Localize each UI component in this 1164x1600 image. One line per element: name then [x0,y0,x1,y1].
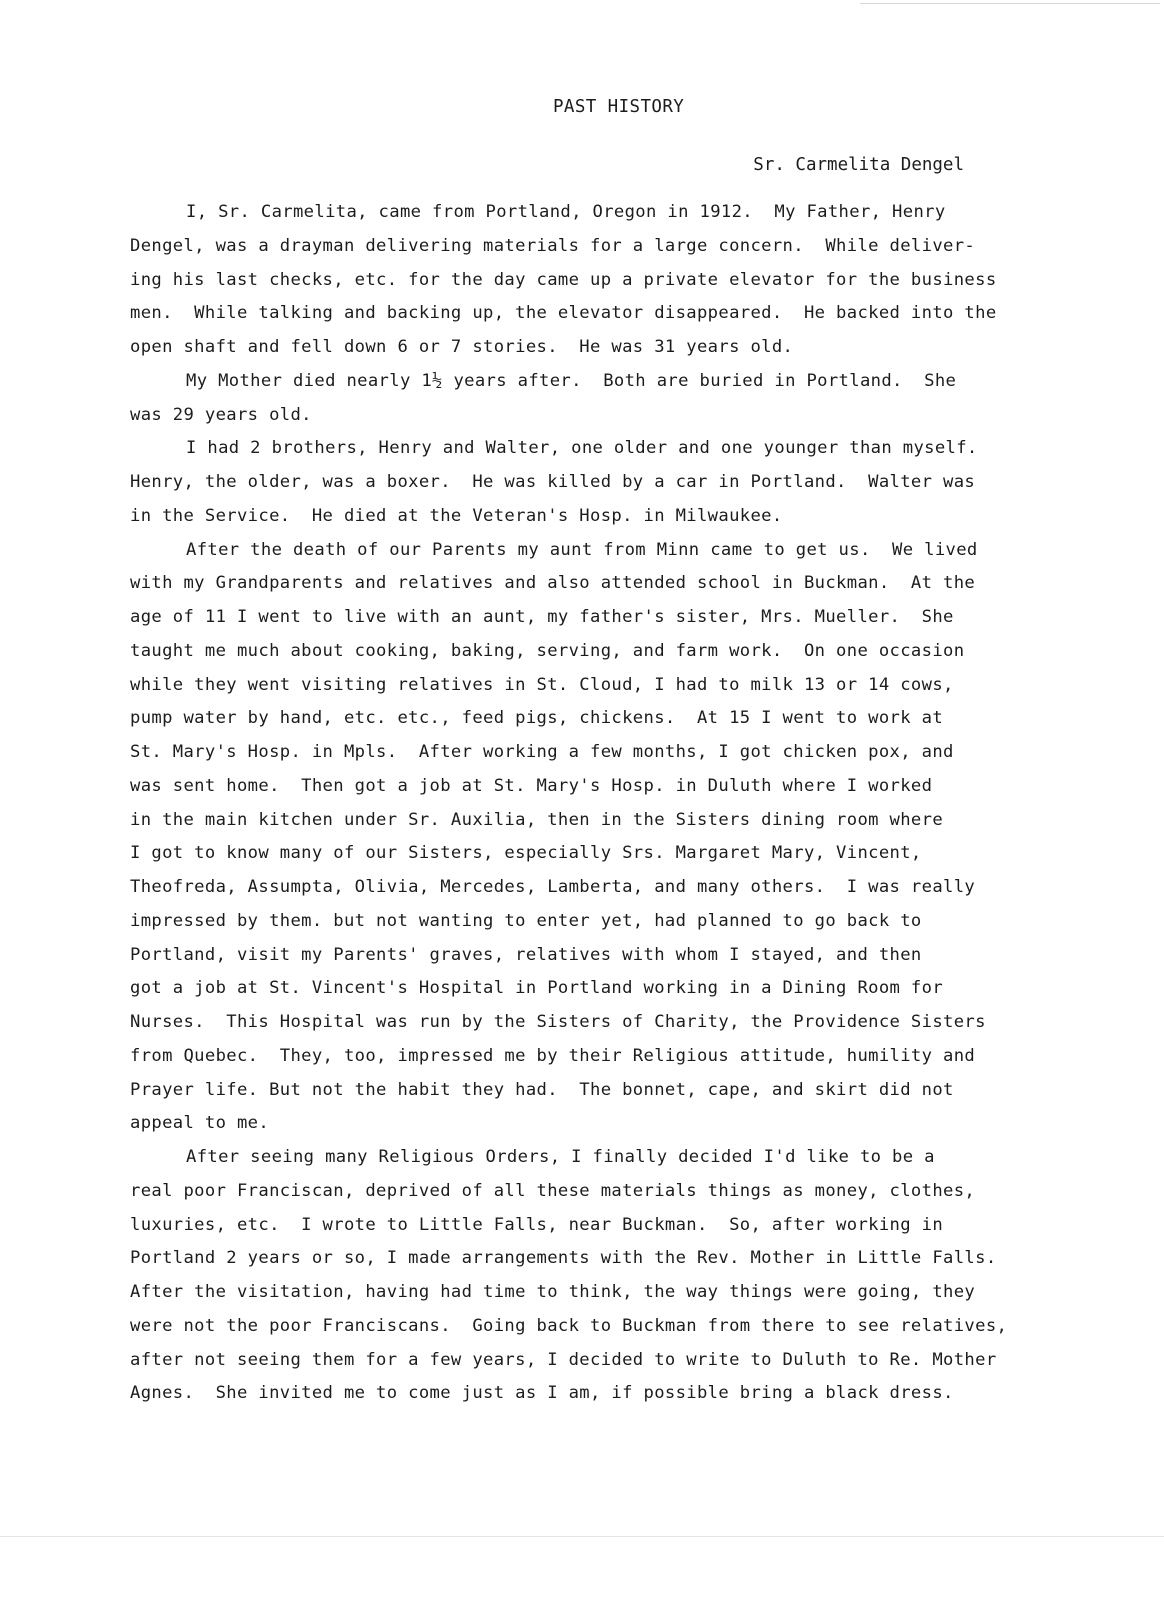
text-line: Agnes. She invited me to come just as I am, if possible bring a black dress. [130,1383,954,1404]
text-line: Nurses. This Hospital was run by the Sisters of Charity, the Providence Sisters [130,1012,986,1032]
text-line: was sent home. Then got a job at St. Mary's Hosp. in Duluth where I worked [130,775,933,796]
text-line: real poor Franciscan, deprived of all these materials things as money, clothes, [130,1180,976,1201]
text-line: open shaft and fell down 6 or 7 stories. He was 31 years old. [130,337,794,357]
text-line: St. Mary's Hosp. in Mpls. After working a few months, I got chicken pox, and [130,742,954,762]
text-line: Dengel, was a drayman delivering materials for a large concern. While deliver- [130,235,976,256]
text-line: My Mother died nearly 1½ years after. Both are buried in Portland. She [186,370,957,391]
body-text [130,196,1070,1411]
text-line: Portland, visit my Parents' graves, relatives with whom I stayed, and then [130,944,922,965]
text-line: ing his last checks, etc. for the day came up a private elevator for the business [130,269,997,290]
text-line: from Quebec. They, too, impressed me by their Religious attitude, humility and [130,1045,976,1066]
text-line: after not seeing them for a few years, I decided to write to Duluth to Re. Mother [130,1349,997,1370]
text-line: I got to know many of our Sisters, especially Srs. Margaret Mary, Vincent, [130,843,922,864]
text-line: Henry, the older, was a boxer. He was killed by a car in Portland. Walter was [130,472,976,492]
text-line: I, Sr. Carmelita, came from Portland, Oregon in 1912. My Father, Henry [186,202,946,222]
text-line: I had 2 brothers, Henry and Walter, one older and one younger than myself. [186,438,978,459]
text-line: luxuries, etc. I wrote to Little Falls, near Buckman. So, after working in [130,1214,944,1235]
page-title: PAST HISTORY [553,97,685,117]
text-line: After the death of our Parents my aunt from Minn came to get us. We lived [186,539,978,560]
scan-edge-top [860,3,1160,4]
text-line: were not the poor Franciscans. Going back to Buckman from there to see relatives, [130,1315,1008,1336]
text-line: After seeing many Religious Orders, I finally decided I'd like to be a [186,1147,935,1167]
text-line: with my Grandparents and relatives and also attended school in Buckman. At the [130,573,976,594]
scan-edge-bottom [0,1536,1164,1537]
text-line: After the visitation, having had time to think, the way things were going, they [130,1282,976,1302]
text-line: got a job at St. Vincent's Hospital in Portland working in a Dining Room for [130,978,944,999]
text-line: Theofreda, Assumpta, Olivia, Mercedes, Lamberta, and many others. I was really [130,877,976,897]
text-line: impressed by them. but not wanting to enter yet, had planned to go back to [130,910,922,931]
text-line: age of 11 I went to live with an aunt, my father's sister, Mrs. Mueller. She [130,607,954,627]
text-line: was 29 years old. [130,404,312,425]
text-line: Portland 2 years or so, I made arrangements with the Rev. Mother in Little Falls. [130,1248,997,1269]
text-line: Prayer life. But not the habit they had. The bonnet, cape, and skirt did not [130,1079,954,1100]
text-line: pump water by hand, etc. etc., feed pigs, chickens. At 15 I went to work at [130,708,944,729]
author-name: Sr. Carmelita Dengel [753,155,964,175]
text-line: in the Service. He died at the Veteran's Hosp. in Milwaukee. [130,505,783,526]
text-line: men. While talking and backing up, the elevator disappeared. He backed into the [130,303,997,324]
text-line: in the main kitchen under Sr. Auxilia, then in the Sisters dining room where [130,809,944,830]
text-line: taught me much about cooking, baking, serving, and farm work. On one occasion [130,640,965,661]
text-line: appeal to me. [130,1113,270,1134]
text-line: while they went visiting relatives in St. Cloud, I had to milk 13 or 14 cows, [130,674,954,695]
